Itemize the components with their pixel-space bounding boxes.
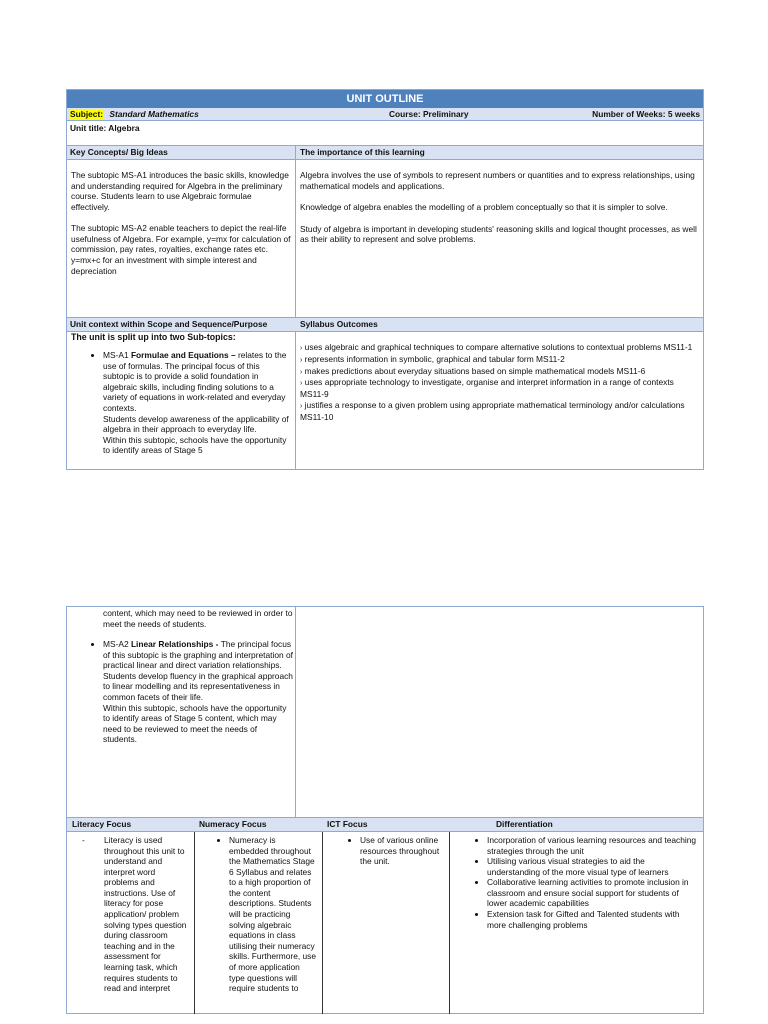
literacy-body	[67, 835, 193, 994]
outcomes-body	[300, 342, 700, 422]
key-concepts-paragraph: The subtopic MS-A2 enable teachers to depict the real-life usefulness of Algebra. For example, y=mx for calculation of commission, pay rates, royalties, exchange rates etc. y=mx+c for an investment with simple interest and depreciation	[71, 223, 291, 276]
weeks-field: Number of Weeks: 5 weeks	[592, 109, 700, 119]
course-field: Course: Preliminary	[389, 109, 469, 119]
numeracy-body	[195, 835, 321, 994]
differentiation-body	[450, 835, 702, 930]
ict-body	[323, 835, 449, 867]
column-divider	[295, 607, 296, 817]
outcome-item: › makes predictions about everyday situations based on simple mathematical models MS11-6	[300, 365, 646, 376]
subtopic-a1-continued: content, which may need to be reviewed in order to meet the needs of students.	[103, 608, 293, 629]
importance-paragraph: Study of algebra is important in developing students' reasoning skills and logical thought processes, as well as their ability to represent and solve problems.	[300, 223, 697, 245]
subtopic-a1: • MS-A1 Formulae and Equations – relates to the use of formulas. The principal focus of this subtopic is to provide a solid foundation in algebraic skills, including finding solutions to a variety of equations in work-related and everyday contexts. Students develop awareness of the applicability of algebra in their approach to everyday life. Within this subtopic, schools have the opportunity to identify areas of Stage 5	[103, 350, 293, 456]
outcome-item: › represents information in symbolic, graphical and tabular form MS11-2	[300, 353, 565, 364]
numeracy-heading: Numeracy Focus	[199, 819, 267, 829]
outcome-item: › justifies a response to a given problem using appropriate mathematical terminology and/or calculations MS11-10	[300, 399, 685, 422]
key-concepts-paragraph: The subtopic MS-A1 introduces the basic skills, knowledge and understanding required for Algebra in the preliminary course. Students learn to use Algebraic formulae effectively.	[71, 170, 289, 212]
subject-value: Standard Mathematics	[109, 109, 199, 119]
outcomes-heading: Syllabus Outcomes	[300, 319, 378, 329]
literacy-heading: Literacy Focus	[72, 819, 132, 829]
key-concepts-body	[71, 170, 291, 276]
differentiation-item: • Extension task for Gifted and Talented students with more challenging problems	[487, 909, 700, 930]
outcome-item: › uses algebraic and graphical techniques to compare alternative solutions to contextual problems MS11-1	[300, 342, 693, 352]
context-body-continued	[71, 608, 293, 745]
ict-heading: ICT Focus	[327, 819, 368, 829]
differentiation-heading: Differentiation	[496, 819, 553, 829]
differentiation-item: • Incorporation of various learning resources and teaching strategies through the unit	[487, 835, 700, 856]
subject-field	[70, 108, 370, 120]
outcome-item: › uses appropriate technology to investigate, organise and interpret information in a range of contexts MS11-9	[300, 377, 674, 400]
context-body	[71, 332, 293, 456]
differentiation-item: • Utilising various visual strategies to aid the understanding of the more visual type of learners	[487, 856, 700, 877]
page-2	[0, 580, 768, 1024]
unit-title: Unit title: Algebra	[70, 123, 140, 133]
subject-label: Subject:	[70, 109, 104, 119]
numeracy-item: • Numeracy is embedded throughout the Mathematics Stage 6 Syllabus and relates to a high proportion of the content descriptions. Students will be practicing solving algebraic equations in class utilising their numeracy skills. Furthermore, use of more application type questions will require students to	[229, 835, 317, 994]
unit-outline-title: UNIT OUTLINE	[67, 90, 703, 108]
context-intro: The unit is split up into two Sub-topics:	[71, 332, 236, 342]
ict-item: • Use of various online resources throughout the unit.	[360, 835, 445, 867]
importance-paragraph: Algebra involves the use of symbols to represent numbers or quantities and to express relationships, using mathematical models and applications.	[300, 170, 695, 191]
importance-body	[300, 170, 700, 245]
column-divider	[295, 146, 296, 470]
divider	[67, 159, 703, 160]
importance-heading: The importance of this learning	[300, 147, 425, 157]
context-heading: Unit context within Scope and Sequence/Purpose	[70, 319, 268, 329]
differentiation-item: • Collaborative learning activities to promote inclusion in classroom and ensure social support for students of lower academic capabilities	[487, 877, 700, 909]
divider	[67, 831, 703, 832]
key-concepts-heading: Key Concepts/ Big Ideas	[70, 147, 168, 157]
literacy-item: - Literacy is used throughout this unit to understand and interpret word problems and instructions. Use of literacy for pose application/ problem solving types question during classroom teaching and in the assessment for learning task, which requires students to read and interpret	[104, 835, 189, 994]
subtopic-a2: • MS-A2 Linear Relationships - The principal focus of this subtopic is the graphing and interpretation of practical linear and direct variation relationships. Students develop fluency in the graphical approach to linear modelling and its representativeness in common facets of their life. Within this subtopic, schools have the opportunity to identify areas of Stage 5 content, which may need to be reviewed to meet the needs of students.	[103, 639, 293, 745]
importance-paragraph: Knowledge of algebra enables the modelling of a problem conceptually so that it is simpler to solve.	[300, 202, 668, 213]
